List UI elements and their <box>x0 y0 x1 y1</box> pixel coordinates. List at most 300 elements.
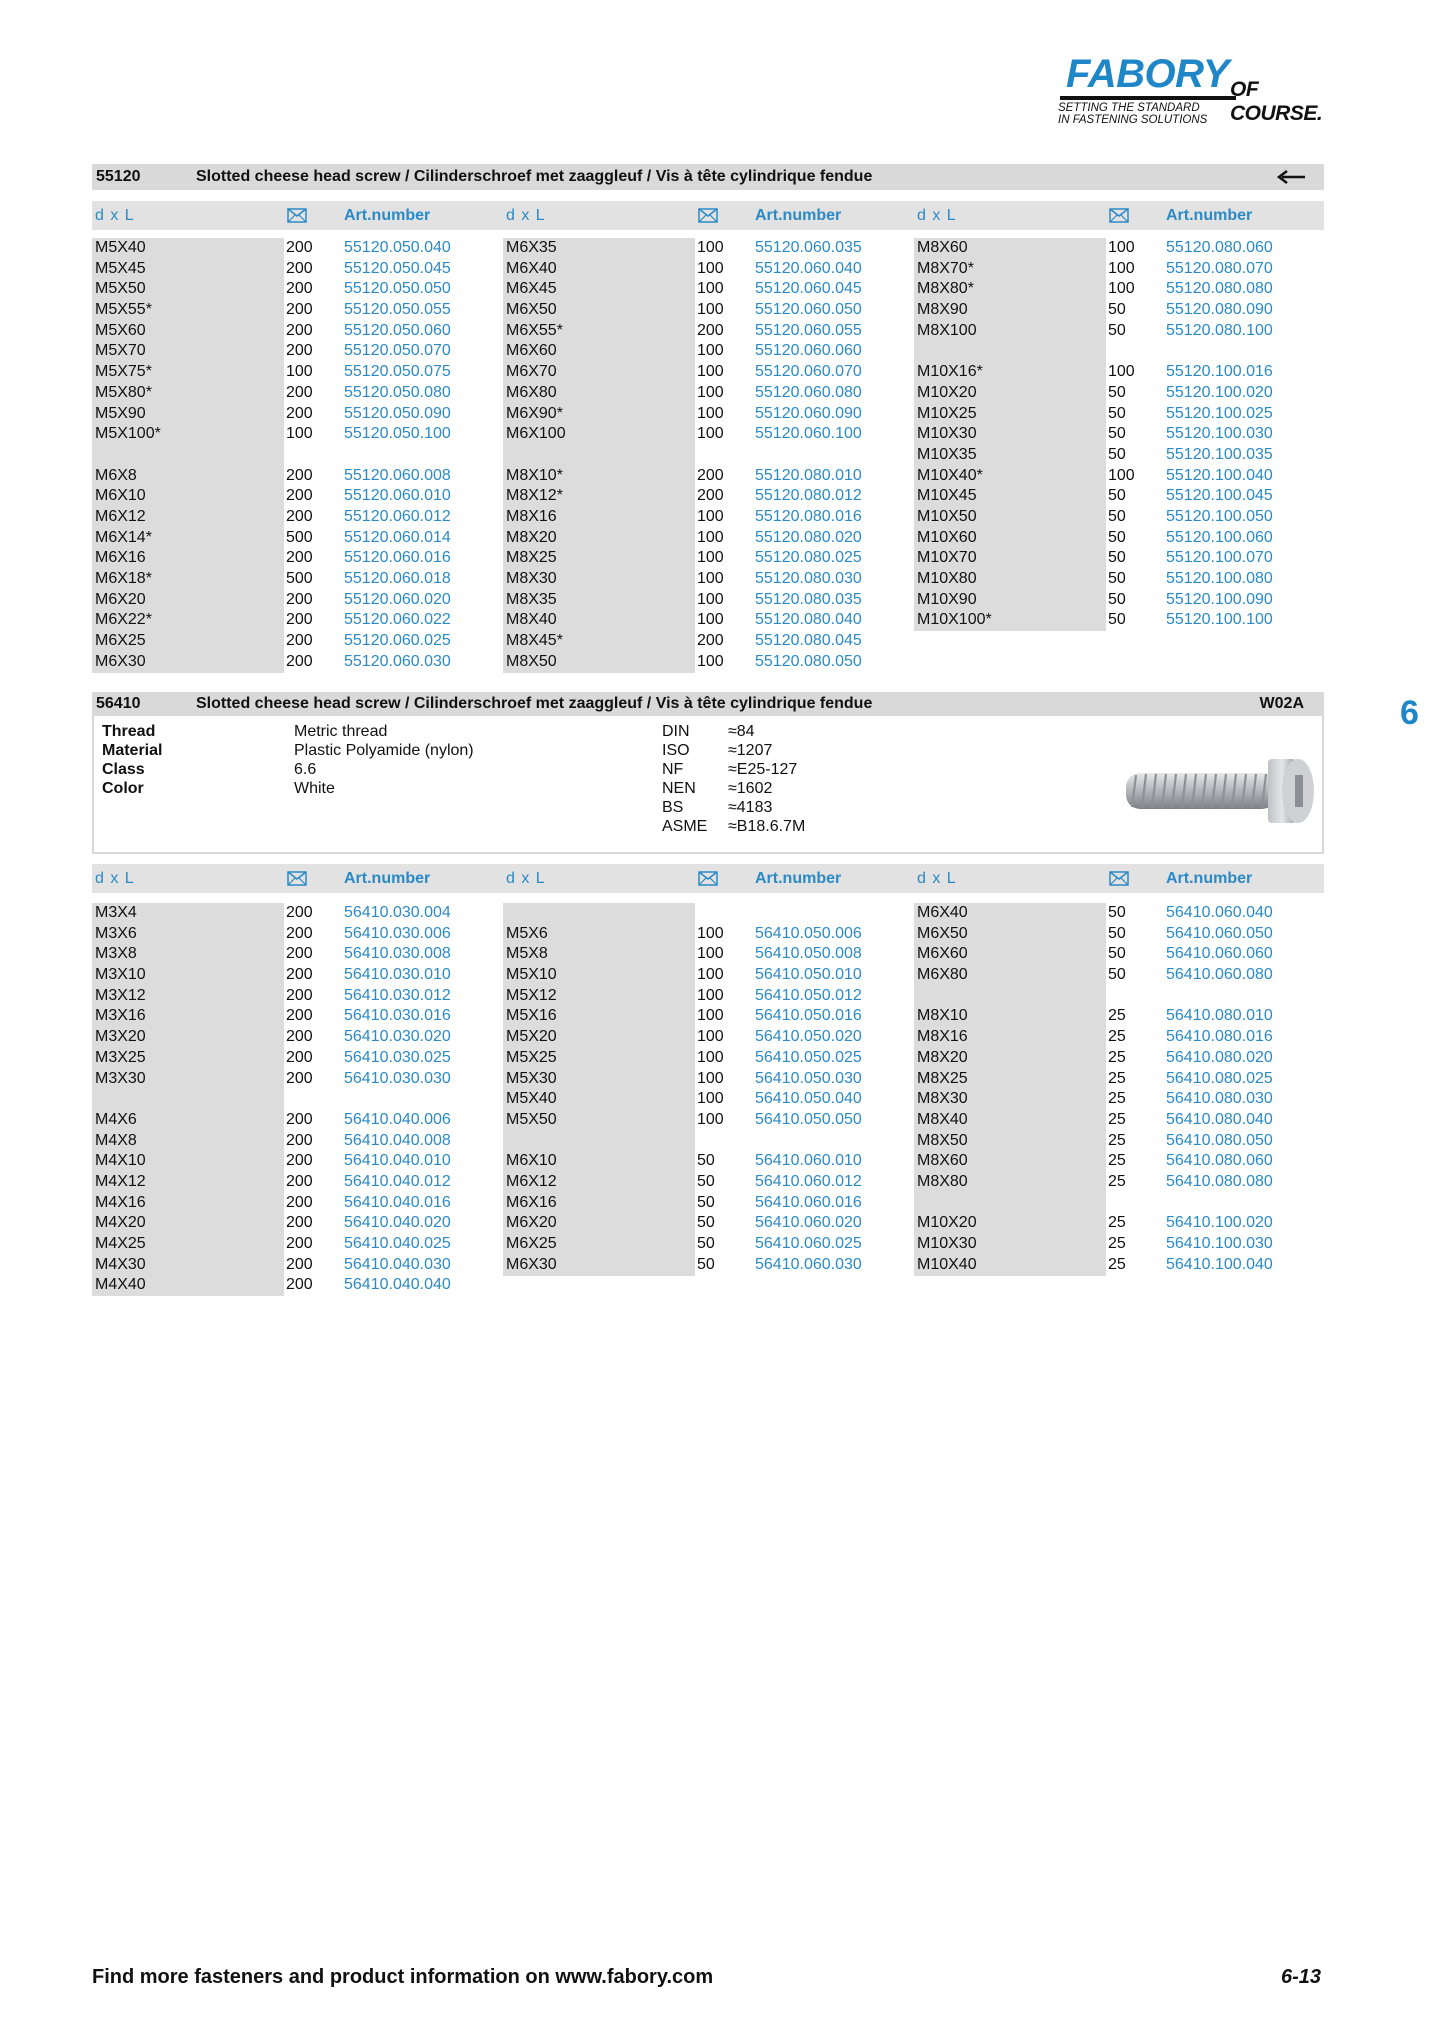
cell-art-number[interactable]: 55120.100.090 <box>1166 590 1273 608</box>
envelope-icon <box>698 871 718 886</box>
cell-art-number[interactable]: 55120.060.040 <box>755 259 862 277</box>
cell-size: M8X40 <box>917 1110 968 1128</box>
cell-size: M5X100* <box>95 425 161 443</box>
cell-quantity: 200 <box>697 487 724 505</box>
cell-art-number[interactable]: 56410.040.040 <box>344 1276 451 1294</box>
cell-art-number[interactable]: 56410.050.025 <box>755 1048 862 1066</box>
cell-quantity: 100 <box>697 590 724 608</box>
spec-label: Class <box>102 761 145 778</box>
section-ref: W02A <box>1259 695 1304 712</box>
cell-art-number[interactable]: 56410.040.016 <box>344 1193 451 1211</box>
cell-art-number[interactable]: 56410.040.010 <box>344 1152 451 1170</box>
cell-size: M5X80* <box>95 383 152 401</box>
table-row <box>503 238 913 259</box>
cell-art-number[interactable]: 56410.060.040 <box>1166 904 1273 921</box>
standard-label: ISO <box>662 742 690 759</box>
cell-art-number[interactable]: 56410.050.016 <box>755 1007 862 1025</box>
cell-size: M6X18* <box>95 570 152 587</box>
cell-art-number[interactable]: 56410.050.010 <box>755 966 862 984</box>
table-row <box>503 1172 913 1193</box>
cell-size: M5X60 <box>95 321 146 339</box>
table-row <box>503 1213 913 1234</box>
cell-art-number[interactable]: 55120.080.045 <box>755 632 862 650</box>
table-row <box>92 965 502 986</box>
table-row <box>503 1234 913 1255</box>
standard-value: ≈4183 <box>728 799 773 816</box>
cell-quantity: 50 <box>1108 611 1126 629</box>
cell-art-number[interactable]: 55120.050.075 <box>344 363 451 381</box>
cell-quantity: 50 <box>1108 404 1126 422</box>
cell-art-number[interactable]: 55120.080.060 <box>1166 239 1273 256</box>
cell-art-number[interactable]: 55120.080.100 <box>1166 321 1273 339</box>
cell-size: M5X30 <box>506 1069 557 1087</box>
table-row <box>503 924 913 945</box>
cell-art-number[interactable]: 55120.060.035 <box>755 239 862 256</box>
cell-art-number[interactable]: 56410.100.040 <box>1166 1255 1273 1273</box>
envelope-icon <box>287 208 307 223</box>
envelope-icon <box>1109 871 1129 886</box>
table-row <box>503 569 913 590</box>
cell-quantity: 50 <box>1108 924 1126 942</box>
cell-quantity: 200 <box>286 507 313 525</box>
cell-art-number[interactable]: 55120.060.016 <box>344 549 451 567</box>
cell-quantity: 200 <box>286 904 313 921</box>
cell-art-number[interactable]: 56410.080.050 <box>1166 1131 1273 1149</box>
cell-size: M6X60 <box>917 945 968 963</box>
cell-art-number[interactable]: 55120.100.035 <box>1166 445 1273 463</box>
cell-art-number[interactable]: 55120.060.025 <box>344 632 451 650</box>
cell-art-number[interactable]: 56410.080.080 <box>1166 1172 1273 1190</box>
spec-value: White <box>294 780 335 797</box>
cell-art-number[interactable]: 56410.030.016 <box>344 1007 451 1025</box>
cell-size: M8X30 <box>917 1090 968 1108</box>
table-row <box>503 528 913 549</box>
spec-value: 6.6 <box>294 761 317 778</box>
cell-quantity: 200 <box>286 652 313 670</box>
standard-value: ≈84 <box>728 723 755 740</box>
cell-quantity: 25 <box>1108 1131 1126 1149</box>
cell-art-number[interactable]: 55120.100.045 <box>1166 487 1273 505</box>
table-row <box>503 383 913 404</box>
screw-image <box>1118 745 1318 835</box>
cell-art-number[interactable]: 55120.050.100 <box>344 425 451 443</box>
cell-quantity: 100 <box>1108 466 1135 484</box>
cell-size: M5X40 <box>95 239 146 256</box>
table-row <box>92 631 502 652</box>
cell-art-number[interactable]: 56410.100.020 <box>1166 1214 1273 1232</box>
cell-art-number[interactable]: 55120.060.022 <box>344 611 451 629</box>
cell-quantity: 200 <box>286 383 313 401</box>
cell-art-number[interactable]: 55120.060.045 <box>755 280 862 298</box>
cell-art-number[interactable]: 56410.050.050 <box>755 1110 862 1128</box>
cell-quantity: 200 <box>286 966 313 984</box>
cell-quantity: 200 <box>286 301 313 319</box>
cell-art-number[interactable]: 56410.050.040 <box>755 1090 862 1108</box>
cell-size: M8X10* <box>506 466 563 484</box>
cell-art-number[interactable]: 55120.100.070 <box>1166 549 1273 567</box>
cell-quantity: 100 <box>697 507 724 525</box>
cell-size: M6X12 <box>506 1172 557 1190</box>
cell-size: M5X10 <box>506 966 557 984</box>
cell-size: M6X25 <box>95 632 146 650</box>
cell-art-number[interactable]: 56410.030.025 <box>344 1048 451 1066</box>
table-row <box>92 1110 502 1131</box>
cell-art-number[interactable]: 55120.060.018 <box>344 570 451 587</box>
cell-quantity: 200 <box>286 1172 313 1190</box>
cell-art-number[interactable]: 56410.080.020 <box>1166 1048 1273 1066</box>
cell-art-number[interactable]: 55120.060.014 <box>344 528 451 546</box>
cell-quantity: 100 <box>286 425 313 443</box>
table-row <box>503 341 913 362</box>
cell-art-number[interactable]: 56410.060.050 <box>1166 924 1273 942</box>
cell-art-number[interactable]: 56410.060.080 <box>1166 966 1273 984</box>
cell-quantity: 50 <box>697 1172 715 1190</box>
section-title: Slotted cheese head screw / Cilinderschroef met zaaggleuf / Vis à tête cylindrique fendue <box>196 168 873 185</box>
table-row <box>92 610 502 631</box>
table-row <box>503 1069 913 1090</box>
cell-quantity: 50 <box>1108 966 1126 984</box>
table-row <box>92 528 502 549</box>
standard-value: ≈1207 <box>728 742 773 759</box>
table-row <box>503 424 913 445</box>
page-number: 6-13 <box>1280 1966 1321 1988</box>
cell-art-number[interactable]: 55120.080.050 <box>755 652 862 670</box>
cell-quantity: 25 <box>1108 1255 1126 1273</box>
table-row <box>503 466 913 487</box>
cell-size: M8X20 <box>506 528 557 546</box>
cell-art-number[interactable]: 55120.060.090 <box>755 404 862 422</box>
table-row <box>92 1069 502 1090</box>
cell-art-number[interactable]: 55120.100.025 <box>1166 404 1273 422</box>
cell-size: M8X80* <box>917 280 974 298</box>
cell-art-number[interactable]: 56410.080.060 <box>1166 1152 1273 1170</box>
spec-value: Metric thread <box>294 723 388 740</box>
cell-art-number[interactable]: 56410.040.008 <box>344 1131 451 1149</box>
cell-size: M8X70* <box>917 259 974 277</box>
cell-size: M5X70 <box>95 342 146 360</box>
cell-art-number[interactable]: 56410.030.004 <box>344 904 451 921</box>
cell-art-number[interactable]: 55120.080.070 <box>1166 259 1273 277</box>
cell-art-number[interactable]: 56410.080.016 <box>1166 1028 1273 1046</box>
cell-art-number[interactable]: 56410.030.008 <box>344 945 451 963</box>
cell-art-number[interactable]: 56410.060.020 <box>755 1214 862 1232</box>
cell-quantity: 100 <box>697 986 724 1004</box>
cell-quantity: 100 <box>697 383 724 401</box>
cell-art-number[interactable]: 55120.060.020 <box>344 590 451 608</box>
cell-art-number[interactable]: 55120.100.080 <box>1166 570 1273 587</box>
cell-size: M6X55* <box>506 321 563 339</box>
cell-art-number[interactable]: 55120.060.070 <box>755 363 862 381</box>
cell-quantity: 50 <box>1108 507 1126 525</box>
cell-quantity: 100 <box>697 363 724 381</box>
cell-size: M10X30 <box>917 1235 977 1252</box>
table-row <box>914 507 1324 528</box>
cell-quantity: 100 <box>1108 239 1135 256</box>
cell-size: M5X90 <box>95 404 146 422</box>
cell-size: M6X16 <box>506 1193 557 1211</box>
cell-art-number[interactable]: 55120.050.070 <box>344 342 451 360</box>
cell-art-number[interactable]: 56410.060.016 <box>755 1193 862 1211</box>
cell-size: M10X30 <box>917 425 977 443</box>
table-row <box>914 1131 1324 1152</box>
cell-quantity: 200 <box>286 1193 313 1211</box>
cell-art-number[interactable]: 55120.080.010 <box>755 466 862 484</box>
cell-size: M5X50 <box>95 280 146 298</box>
cell-size: M5X6 <box>506 924 548 942</box>
column-header-art-number: Art.number <box>755 870 842 887</box>
cell-art-number[interactable]: 56410.050.012 <box>755 986 862 1004</box>
table-row <box>914 424 1324 445</box>
cell-quantity: 25 <box>1108 1007 1126 1025</box>
table-row <box>92 1255 502 1276</box>
cell-art-number[interactable]: 55120.080.040 <box>755 611 862 629</box>
cell-art-number[interactable]: 56410.060.010 <box>755 1152 862 1170</box>
cell-art-number[interactable]: 56410.040.020 <box>344 1214 451 1232</box>
table-row <box>92 903 502 924</box>
cell-art-number[interactable]: 56410.080.010 <box>1166 1007 1273 1025</box>
cell-quantity: 50 <box>697 1193 715 1211</box>
cell-size: M10X40* <box>917 466 983 484</box>
table-row <box>503 903 913 924</box>
table-row <box>92 486 502 507</box>
cell-size: M10X70 <box>917 549 977 567</box>
tagline-line-2: IN FASTENING SOLUTIONS <box>1058 114 1208 126</box>
cell-art-number[interactable]: 55120.060.010 <box>344 487 451 505</box>
cell-art-number[interactable]: 55120.060.050 <box>755 301 862 319</box>
cell-art-number[interactable]: 56410.030.020 <box>344 1028 451 1046</box>
cell-quantity: 50 <box>1108 445 1126 463</box>
table-row <box>92 424 502 445</box>
cell-size: M3X25 <box>95 1048 146 1066</box>
cell-quantity: 200 <box>286 280 313 298</box>
envelope-icon <box>1109 208 1129 223</box>
table-row <box>92 548 502 569</box>
cell-art-number[interactable]: 55120.050.060 <box>344 321 451 339</box>
cell-size: M6X30 <box>506 1255 557 1273</box>
cell-art-number[interactable]: 55120.060.100 <box>755 425 862 443</box>
cell-size: M6X60 <box>506 342 557 360</box>
cell-art-number[interactable]: 55120.100.100 <box>1166 611 1273 629</box>
table-row <box>92 924 502 945</box>
cell-quantity: 200 <box>286 1110 313 1128</box>
table-row <box>92 1234 502 1255</box>
cell-art-number[interactable]: 56410.050.030 <box>755 1069 862 1087</box>
cell-quantity: 100 <box>697 945 724 963</box>
cell-quantity: 50 <box>1108 383 1126 401</box>
cell-quantity: 50 <box>1108 425 1126 443</box>
cell-art-number[interactable]: 55120.060.012 <box>344 507 451 525</box>
cell-art-number[interactable]: 55120.080.025 <box>755 549 862 567</box>
cell-size: M10X45 <box>917 487 977 505</box>
table-row <box>914 1048 1324 1069</box>
cell-quantity: 100 <box>697 301 724 319</box>
cell-quantity: 200 <box>286 1069 313 1087</box>
cell-art-number[interactable]: 55120.080.035 <box>755 590 862 608</box>
table-row <box>503 1131 913 1152</box>
cell-art-number[interactable]: 55120.100.050 <box>1166 507 1273 525</box>
cell-art-number[interactable]: 56410.050.008 <box>755 945 862 963</box>
cell-art-number[interactable]: 56410.050.020 <box>755 1028 862 1046</box>
cell-art-number[interactable]: 55120.100.030 <box>1166 425 1273 443</box>
section-code: 55120 <box>96 168 141 185</box>
cell-size: M8X100 <box>917 321 977 339</box>
table-row <box>914 528 1324 549</box>
cell-art-number[interactable]: 56410.030.012 <box>344 986 451 1004</box>
cell-art-number[interactable]: 56410.080.025 <box>1166 1069 1273 1087</box>
table-row <box>503 1255 913 1276</box>
cell-art-number[interactable]: 55120.060.055 <box>755 321 862 339</box>
cell-art-number[interactable]: 56410.060.030 <box>755 1255 862 1273</box>
logo-underline <box>1060 96 1236 100</box>
table-column <box>92 238 502 672</box>
column-header-size: d x L <box>506 207 546 224</box>
cell-size: M6X12 <box>95 507 146 525</box>
cell-size: M5X16 <box>506 1007 557 1025</box>
table-row <box>914 259 1324 280</box>
table-row <box>92 362 502 383</box>
cell-art-number[interactable]: 55120.050.050 <box>344 280 451 298</box>
table-row <box>503 1151 913 1172</box>
cell-art-number[interactable]: 55120.050.080 <box>344 383 451 401</box>
cell-art-number[interactable]: 55120.100.060 <box>1166 528 1273 546</box>
table-row <box>503 259 913 280</box>
cell-art-number[interactable]: 56410.040.030 <box>344 1255 451 1273</box>
cell-quantity: 100 <box>1108 363 1135 381</box>
cell-size: M4X16 <box>95 1193 146 1211</box>
cell-quantity: 100 <box>697 1110 724 1128</box>
table-row <box>914 1255 1324 1276</box>
cell-art-number[interactable]: 56410.100.030 <box>1166 1235 1273 1252</box>
table-row <box>503 1089 913 1110</box>
cell-art-number[interactable]: 55120.050.040 <box>344 239 451 256</box>
cell-quantity: 25 <box>1108 1069 1126 1087</box>
table-row <box>92 383 502 404</box>
cell-art-number[interactable]: 56410.030.030 <box>344 1069 451 1087</box>
cell-art-number[interactable]: 56410.050.006 <box>755 924 862 942</box>
table-row <box>92 238 502 259</box>
cell-size: M6X20 <box>95 590 146 608</box>
cell-quantity: 100 <box>1108 259 1135 277</box>
cell-art-number[interactable]: 55120.080.030 <box>755 570 862 587</box>
table-row <box>503 362 913 383</box>
table-row <box>914 1027 1324 1048</box>
table-row <box>92 300 502 321</box>
cell-art-number[interactable]: 56410.030.010 <box>344 966 451 984</box>
cell-art-number[interactable]: 56410.040.006 <box>344 1110 451 1128</box>
cell-size: M5X40 <box>506 1090 557 1108</box>
table-row <box>914 986 1324 1007</box>
cell-quantity: 25 <box>1108 1110 1126 1128</box>
cell-quantity: 100 <box>697 259 724 277</box>
cell-size: M10X16* <box>917 363 983 381</box>
cell-art-number[interactable]: 55120.050.055 <box>344 301 451 319</box>
cell-size: M3X8 <box>95 945 137 963</box>
brand-name: FABORY <box>1066 52 1229 96</box>
table-row <box>914 1006 1324 1027</box>
cell-art-number[interactable]: 55120.100.016 <box>1166 363 1273 381</box>
cell-size: M6X10 <box>95 487 146 505</box>
cell-size: M8X40 <box>506 611 557 629</box>
table-row <box>92 1213 502 1234</box>
cell-size: M6X16 <box>95 549 146 567</box>
column-header-size: d x L <box>95 870 135 887</box>
column-header-row <box>92 201 1324 230</box>
table-row <box>914 944 1324 965</box>
table-row <box>92 590 502 611</box>
table-row <box>92 1275 502 1296</box>
envelope-icon <box>287 871 307 886</box>
cell-art-number[interactable]: 55120.080.012 <box>755 487 862 505</box>
cell-art-number[interactable]: 55120.100.020 <box>1166 383 1273 401</box>
cell-art-number[interactable]: 55120.060.030 <box>344 652 451 670</box>
cell-size: M4X25 <box>95 1235 146 1252</box>
cell-art-number[interactable]: 56410.060.025 <box>755 1235 862 1252</box>
cell-art-number[interactable]: 55120.080.090 <box>1166 301 1273 319</box>
cell-art-number[interactable]: 55120.050.045 <box>344 259 451 277</box>
cell-quantity: 200 <box>286 1235 313 1252</box>
cell-art-number[interactable]: 55120.080.016 <box>755 507 862 525</box>
brand-tagline <box>1058 102 1207 126</box>
cell-size: M6X10 <box>506 1152 557 1170</box>
cell-quantity: 50 <box>1108 487 1126 505</box>
table-row <box>914 321 1324 342</box>
cell-art-number[interactable]: 56410.040.012 <box>344 1172 451 1190</box>
cell-art-number[interactable]: 55120.080.080 <box>1166 280 1273 298</box>
cell-size: M6X50 <box>917 924 968 942</box>
cell-art-number[interactable]: 56410.080.030 <box>1166 1090 1273 1108</box>
cell-quantity: 50 <box>697 1255 715 1273</box>
cell-quantity: 25 <box>1108 1214 1126 1232</box>
table-row <box>914 903 1324 924</box>
cell-quantity: 25 <box>1108 1152 1126 1170</box>
cell-art-number[interactable]: 55120.060.080 <box>755 383 862 401</box>
table-row <box>503 300 913 321</box>
cell-art-number[interactable]: 56410.030.006 <box>344 924 451 942</box>
cell-quantity: 200 <box>286 1255 313 1273</box>
cell-size: M8X50 <box>506 652 557 670</box>
table-row <box>92 321 502 342</box>
cell-quantity: 200 <box>286 1152 313 1170</box>
cell-art-number[interactable]: 56410.060.012 <box>755 1172 862 1190</box>
cell-art-number[interactable]: 56410.080.040 <box>1166 1110 1273 1128</box>
table-row <box>914 965 1324 986</box>
cell-size: M6X45 <box>506 280 557 298</box>
cell-art-number[interactable]: 55120.050.090 <box>344 404 451 422</box>
cell-art-number[interactable]: 56410.060.060 <box>1166 945 1273 963</box>
cell-size: M5X45 <box>95 259 146 277</box>
cell-quantity: 200 <box>286 1048 313 1066</box>
cell-art-number[interactable]: 55120.060.060 <box>755 342 862 360</box>
table-row <box>503 590 913 611</box>
cell-art-number[interactable]: 55120.060.008 <box>344 466 451 484</box>
table-row <box>92 986 502 1007</box>
cell-art-number[interactable]: 56410.040.025 <box>344 1235 451 1252</box>
cell-size: M5X50 <box>506 1110 557 1128</box>
cell-size: M4X30 <box>95 1255 146 1273</box>
table-row <box>503 1027 913 1048</box>
tagline-line-1: SETTING THE STANDARD <box>1058 102 1200 114</box>
standard-value: ≈E25-127 <box>728 761 798 778</box>
cell-quantity: 100 <box>697 549 724 567</box>
cell-art-number[interactable]: 55120.080.020 <box>755 528 862 546</box>
table-row <box>914 590 1324 611</box>
arrow-left-icon <box>1276 168 1306 186</box>
table-row <box>503 631 913 652</box>
cell-size: M10X50 <box>917 507 977 525</box>
table-row <box>914 1234 1324 1255</box>
cell-size: M3X20 <box>95 1028 146 1046</box>
cell-art-number[interactable]: 55120.100.040 <box>1166 466 1273 484</box>
